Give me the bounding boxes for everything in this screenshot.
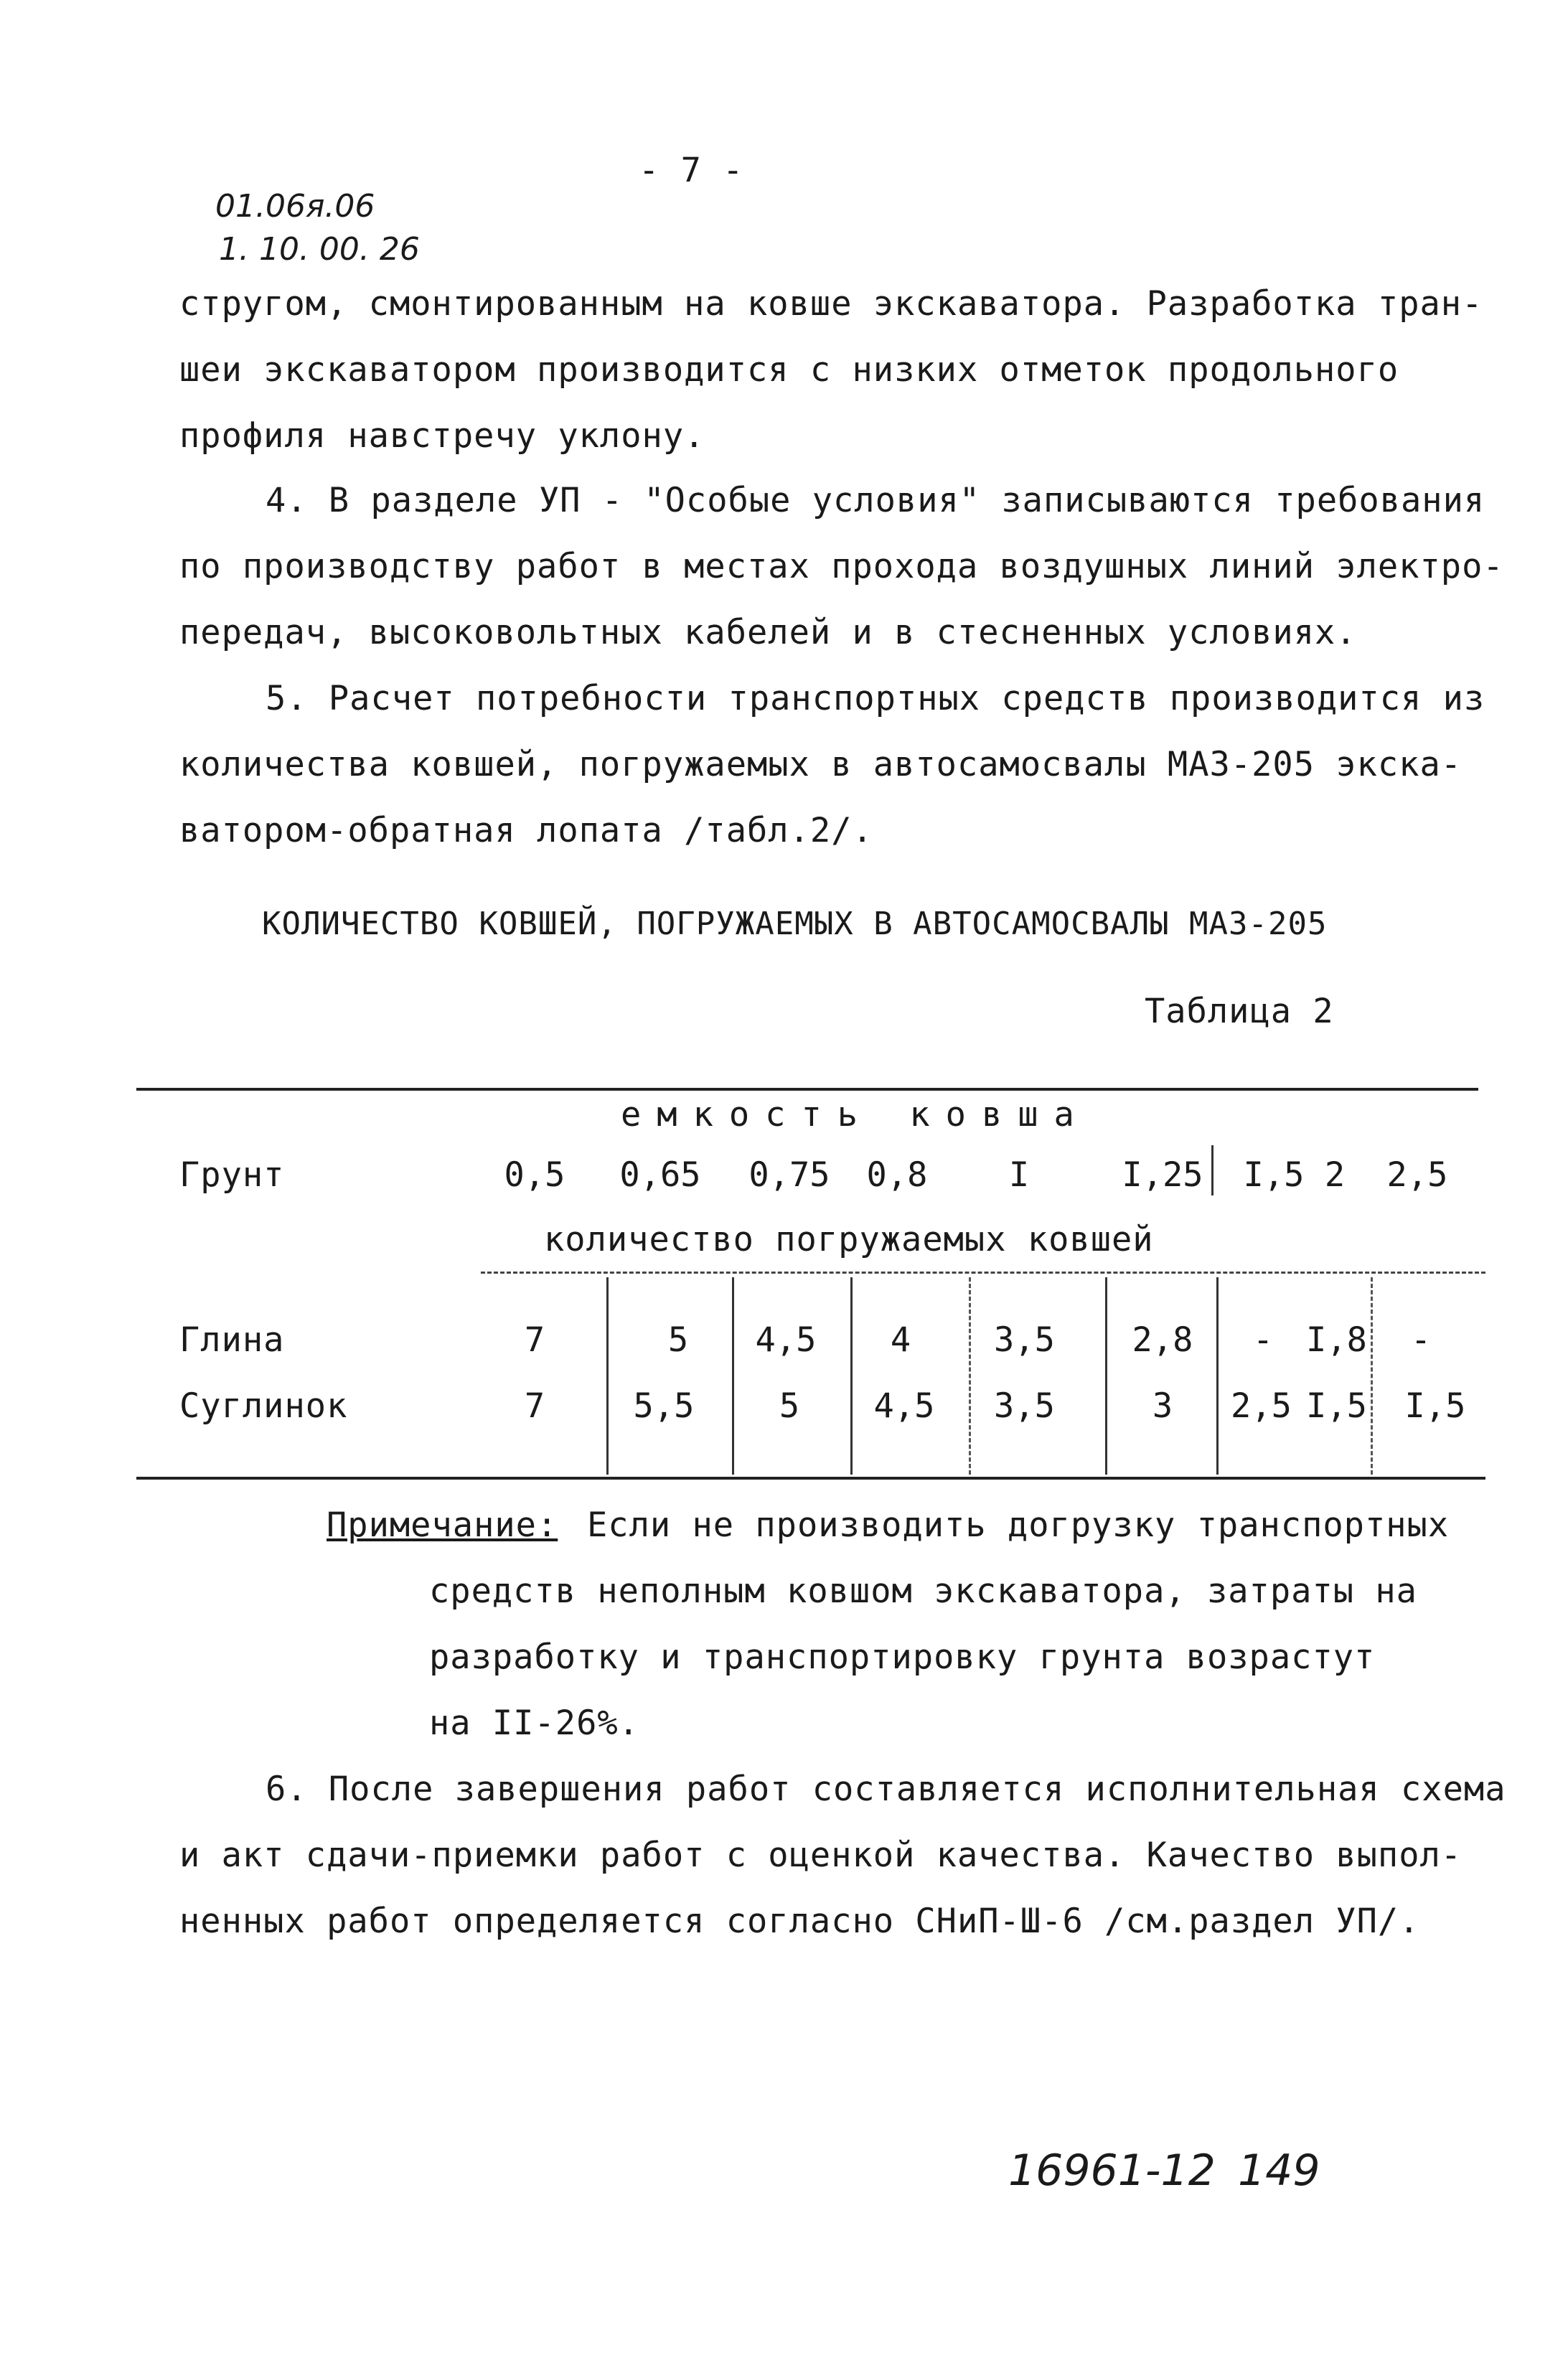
capacity-cell: 0,8 xyxy=(866,1155,928,1195)
table-divider xyxy=(1216,1277,1219,1475)
table-cell: 7 xyxy=(524,1386,545,1426)
capacity-cell: I,25 xyxy=(1122,1155,1203,1195)
capacity-cell: I,5 xyxy=(1243,1155,1305,1195)
table-divider xyxy=(1211,1145,1213,1195)
text-line: и акт сдачи-приемки работ с оценкой качества. Качество выпол- xyxy=(179,1836,1463,1875)
table-cell: I,5 xyxy=(1404,1386,1466,1426)
row-header: Грунт xyxy=(179,1155,285,1195)
table-cell: 4,5 xyxy=(755,1320,817,1360)
table-cell: I,5 xyxy=(1306,1386,1367,1426)
table-divider xyxy=(606,1277,609,1475)
text-line: 6. После завершения работ составляется исполнительная схема xyxy=(266,1770,1506,1809)
table-divider xyxy=(969,1277,971,1475)
capacity-cell: I xyxy=(1008,1155,1030,1195)
table-cell: 5 xyxy=(667,1320,689,1360)
doc-code-line-2: 1. 10. 00. 26 xyxy=(219,231,420,268)
text-line: количества ковшей, погружаемых в автосамосвалы МАЗ-205 экска- xyxy=(179,745,1463,784)
table-sub-rule xyxy=(481,1272,1485,1274)
table-divider xyxy=(850,1277,853,1475)
text-line: стругом, смонтированным на ковше экскаватора. Разработка тран- xyxy=(179,284,1483,324)
table-cell: 4 xyxy=(890,1320,911,1360)
table-cell: - xyxy=(1252,1320,1274,1360)
footer-number: 16961-12 xyxy=(1008,2146,1216,2196)
table-cell: 3,5 xyxy=(994,1386,1055,1426)
footer-page: 149 xyxy=(1238,2146,1320,2196)
group-header: емкость ковша xyxy=(621,1095,1090,1134)
table-cell: - xyxy=(1410,1320,1432,1360)
text-line: 5. Расчет потребности транспортных средств производится из xyxy=(266,679,1485,718)
capacity-cell: 0,65 xyxy=(619,1155,701,1195)
table-divider xyxy=(1371,1277,1373,1475)
text-line: 4. В разделе УП - "Особые условия" записываются требования xyxy=(266,481,1485,520)
paragraph-5 xyxy=(179,666,1485,864)
capacity-cell: 0,5 xyxy=(504,1155,565,1195)
table-divider xyxy=(1105,1277,1107,1475)
table-cell: I,8 xyxy=(1306,1320,1367,1360)
table-cell: 2,8 xyxy=(1132,1320,1193,1360)
table-cell: 2,5 xyxy=(1231,1386,1292,1426)
capacity-cell: 0,75 xyxy=(748,1155,830,1195)
table-bottom-rule xyxy=(136,1477,1485,1480)
paragraph-6 xyxy=(179,1757,1506,1955)
table-cell: 7 xyxy=(524,1320,545,1360)
page-number: - 7 - xyxy=(639,151,744,190)
note-line: разработку и транспортировку грунта возрастут xyxy=(429,1637,1376,1677)
text-line: шеи экскаватором производится с низких отметок продольного xyxy=(179,350,1399,390)
table-cell: 3 xyxy=(1152,1386,1173,1426)
note-label: Примечание: xyxy=(327,1505,558,1545)
text-line: по производству работ в местах прохода воздушных линий электро- xyxy=(179,547,1504,586)
doc-code-line-1: 01.06я.06 xyxy=(215,188,375,225)
table-label: Таблица 2 xyxy=(1145,992,1334,1031)
text-line: ненных работ определяется согласно СНиП-Ш-6 /см.раздел УП/. xyxy=(179,1902,1420,1941)
table-divider xyxy=(732,1277,734,1475)
text-line: ватором-обратная лопата /табл.2/. xyxy=(179,811,873,850)
text-line: передач, высоковольтных кабелей и в стесненных условиях. xyxy=(179,613,1357,652)
paragraph-4 xyxy=(179,468,1504,666)
note-line: на II-26%. xyxy=(429,1704,639,1743)
capacity-cell: 2 xyxy=(1324,1155,1346,1195)
table-cell: 5 xyxy=(779,1386,800,1426)
table-cell: 5,5 xyxy=(633,1386,695,1426)
paragraph-intro xyxy=(179,271,1483,469)
note-line: Если не производить догрузку транспортных xyxy=(587,1505,1450,1545)
note-line: средств неполным ковшом экскаватора, затраты на xyxy=(429,1571,1417,1611)
text-line: профиля навстречу уклону. xyxy=(179,416,705,456)
table-cell: 3,5 xyxy=(994,1320,1055,1360)
table-cell: 4,5 xyxy=(873,1386,935,1426)
table-title: КОЛИЧЕСТВО КОВШЕЙ, ПОГРУЖАЕМЫХ В АВТОСАМОСВАЛЫ МАЗ-205 xyxy=(262,906,1328,942)
row-label: Суглинок xyxy=(179,1386,348,1426)
subheader: количество погружаемых ковшей xyxy=(544,1220,1154,1259)
table-top-rule xyxy=(136,1088,1478,1091)
row-label: Глина xyxy=(179,1320,285,1360)
capacity-cell: 2,5 xyxy=(1386,1155,1448,1195)
